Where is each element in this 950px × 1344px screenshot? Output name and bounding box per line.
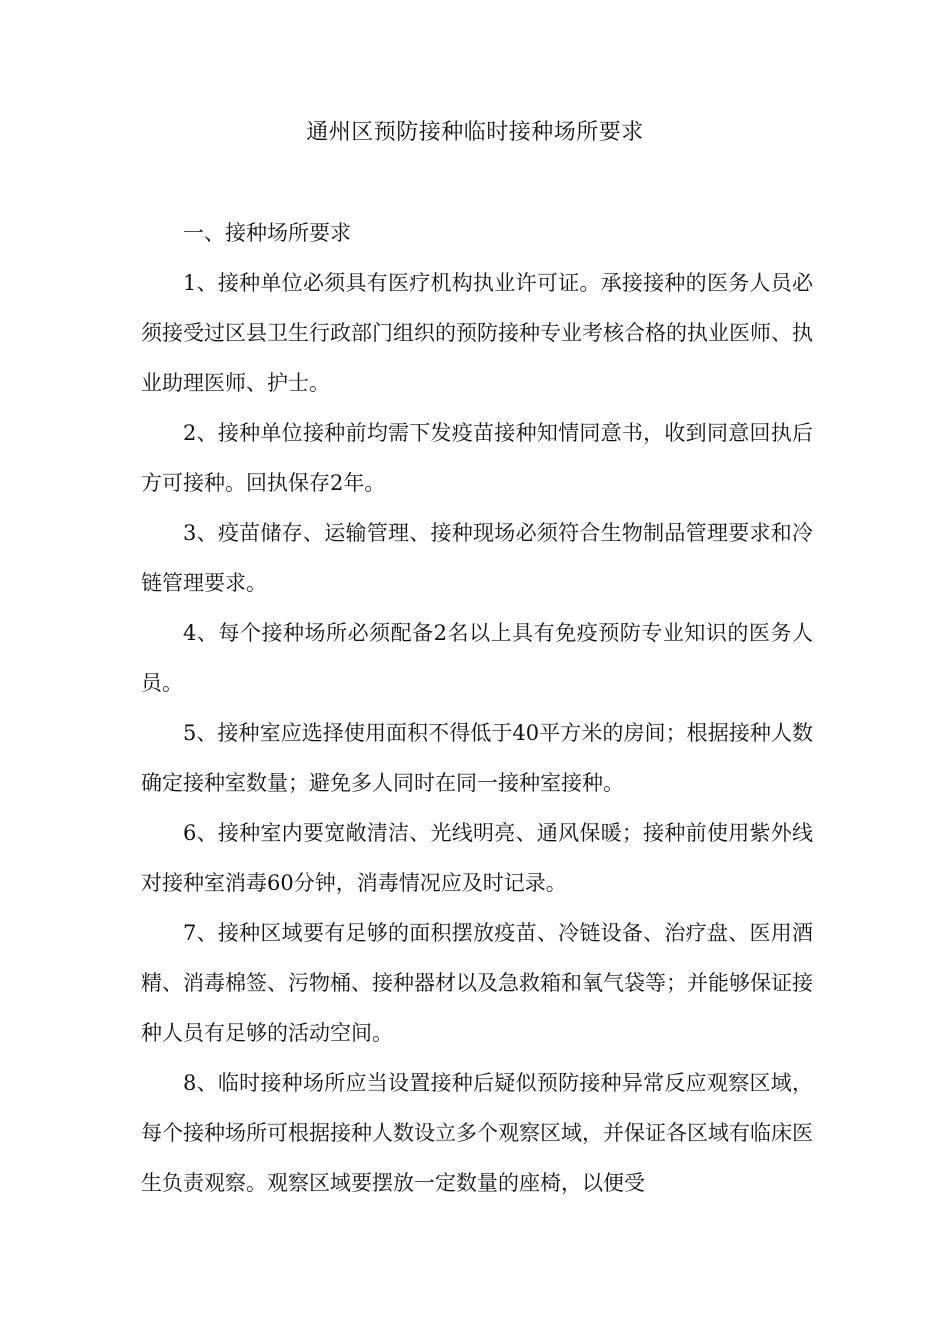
paragraph-8: 8、临时接种场所应当设置接种后疑似预防接种异常反应观察区域，每个接种场所可根据接种人数设立多个观察区域，并保证各区域有临床医生负责观察。观察区域要摆放一定数量的座椅，以便受 bbox=[141, 1071, 813, 1195]
paragraph-7: 7、接种区域要有足够的面积摆放疫苗、冷链设备、治疗盘、医用酒精、消毒棉签、污物桶、接种器材以及急救箱和氧气袋等；并能够保证接种人员有足够的活动空间。 bbox=[141, 921, 813, 1045]
paragraph-3: 3、疫苗储存、运输管理、接种现场必须符合生物制品管理要求和冷链管理要求。 bbox=[141, 521, 813, 595]
document-body bbox=[141, 208, 813, 1208]
paragraph-2: 2、接种单位接种前均需下发疫苗接种知情同意书，收到同意回执后方可接种。回执保存2年。 bbox=[141, 421, 813, 495]
section-heading: 一、接种场所要求 bbox=[183, 221, 351, 245]
paragraph-6: 6、接种室内要宽敞清洁、光线明亮、通风保暖；接种前使用紫外线对接种室消毒60分钟，消毒情况应及时记录。 bbox=[141, 821, 813, 895]
paragraph-4: 4、每个接种场所必须配备2名以上具有免疫预防专业知识的医务人员。 bbox=[141, 621, 813, 695]
paragraph-5: 5、接种室应选择使用面积不得低于40平方米的房间；根据接种人数确定接种室数量；避免多人同时在同一接种室接种。 bbox=[141, 721, 813, 795]
paragraph-1: 1、接种单位必须具有医疗机构执业许可证。承接接种的医务人员必须接受过区县卫生行政部门组织的预防接种专业考核合格的执业医师、执业助理医师、护士。 bbox=[141, 271, 813, 395]
document-title: 通州区预防接种临时接种场所要求 bbox=[306, 120, 644, 145]
